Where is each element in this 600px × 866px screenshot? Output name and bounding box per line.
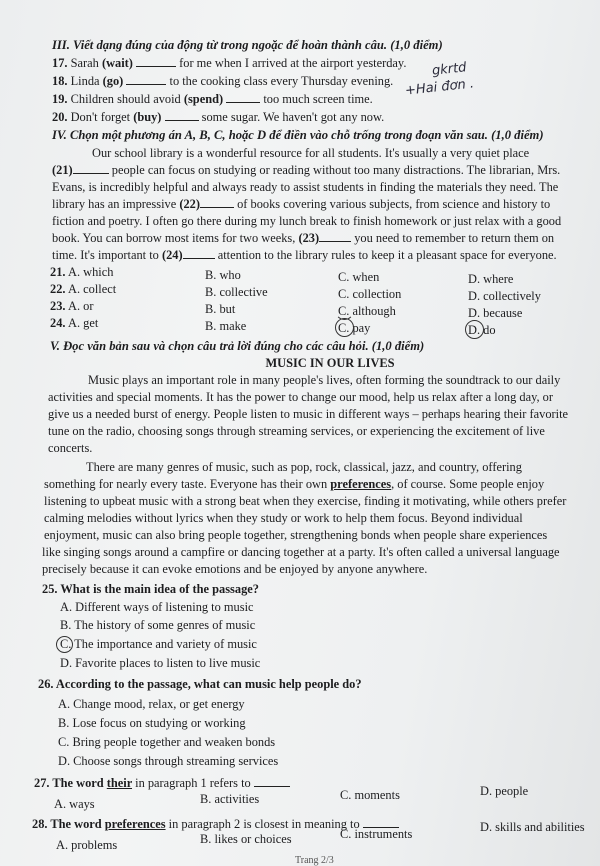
q27-c[interactable]: C. moments — [340, 788, 400, 802]
passage4-line-5: fiction and poetry. I often go there during my lunch break to finish homework or just relax with a good — [52, 214, 562, 228]
para2-line-2a: something for nearly every taste. Everyone has their own — [44, 477, 328, 491]
para1-line-2: activities and special moments. It has the power to change our mood, help us relax after a long day, or — [48, 390, 553, 404]
q18-post: to the cooking class every Thursday evening. — [169, 74, 394, 88]
q27-stem — [34, 776, 290, 790]
q17-blank[interactable] — [136, 56, 176, 67]
gap-21-label: (21) — [52, 163, 73, 177]
para2-line-2b: , of course. Some people enjoy — [391, 477, 545, 491]
q20-blank[interactable] — [165, 110, 199, 121]
q20-post: some sugar. We haven't got any now. — [201, 110, 385, 124]
opt21-a[interactable]: A. which — [68, 265, 114, 279]
para1-line-1: Music plays an important role in many people's lives, often forming the soundtrack to our daily — [88, 373, 561, 387]
q27-blank[interactable] — [254, 776, 290, 787]
para1-line-5: concerts. — [48, 441, 93, 455]
opt21-b[interactable]: B. who — [205, 268, 241, 282]
passage4-line-6b: you need to remember to return them on — [354, 231, 555, 245]
question-19 — [52, 92, 373, 106]
para2-line-6: like singing songs around a campfire or dancing together at a party. It's often called a universal language — [42, 545, 560, 559]
para1-line-3: give us a needed burst of energy. People listen to music in different ways – perhaps hearing their favorite — [48, 407, 569, 421]
gap-22-label: (22) — [179, 197, 200, 211]
opt22-num: 22. — [50, 282, 66, 296]
section4-heading: IV. Chọn một phương án A, B, C, hoặc D để điền vào chỗ trống trong đoạn văn sau. (1,0 điểm) — [52, 128, 544, 142]
q28-a[interactable]: A. problems — [56, 838, 118, 852]
gap-21-blank[interactable] — [73, 163, 109, 174]
gap-23-label: (23) — [298, 231, 320, 245]
passage4-line-3: Evans, is incredibly helpful and always ready to assist students in finding the materials they need. The — [52, 180, 559, 194]
para2-line-3: listening to upbeat music with a strong beat when they exercise, finding it motivating, while others prefer — [44, 494, 567, 508]
opt23-c[interactable]: C. although — [338, 304, 396, 318]
passage4-line-1: Our school library is a wonderful resource for all students. It's usually a very quiet place — [92, 146, 530, 160]
q18-blank[interactable] — [126, 74, 166, 85]
handwritten-note-2: +Hai đơn . — [404, 76, 475, 99]
q17-post: for me when I arrived at the airport yesterday. — [179, 56, 407, 70]
question-20 — [52, 110, 384, 124]
opt22-c[interactable]: C. collection — [338, 287, 402, 301]
opt22-a[interactable]: A. collect — [68, 282, 117, 296]
opt24-d[interactable]: D. do — [468, 323, 496, 337]
q27-d[interactable]: D. people — [480, 784, 529, 798]
passage4-line-7a: time. It's important to — [52, 248, 159, 262]
section5-heading: V. Đọc văn bản sau và chọn câu trả lời đúng cho các câu hỏi. (1,0 điểm) — [50, 339, 425, 353]
opt24-c[interactable]: C. pay — [338, 321, 371, 335]
opt22-b[interactable]: B. collective — [205, 285, 268, 299]
q28-d[interactable]: D. skills and abilities — [480, 820, 585, 834]
q25-stem: 25. What is the main idea of the passage? — [42, 582, 259, 596]
passage4-line-2-text: people can focus on studying or reading without too many distractions. The librarian, Mrs. — [111, 163, 561, 177]
passage4-line-7 — [52, 248, 557, 262]
q18-pre: Linda — [70, 74, 100, 88]
q27-a[interactable]: A. ways — [54, 797, 95, 811]
q25-c[interactable]: C. The importance and variety of music — [60, 637, 257, 651]
answer-circle-25c — [56, 636, 73, 653]
passage4-line-4b: of books covering various subjects, from science and history to — [237, 197, 551, 211]
opt22-d[interactable]: D. collectively — [468, 289, 541, 303]
opt23-a[interactable]: A. or — [68, 299, 94, 313]
q25-b[interactable]: B. The history of some genres of music — [60, 618, 256, 632]
gap-24-label: (24) — [161, 248, 183, 262]
q20-num: 20. — [52, 110, 68, 124]
passage-title: MUSIC IN OUR LIVES — [265, 356, 395, 370]
q19-blank[interactable] — [226, 92, 260, 103]
opt24-b[interactable]: B. make — [205, 319, 247, 333]
answer-mark-23c — [335, 301, 354, 320]
page-footer: Trang 2/3 — [295, 855, 334, 866]
para1-line-4: tune on the radio, choosing songs through streaming services, or experiencing the excitement of live — [48, 424, 545, 438]
para2-line-5: enjoyment, music can also bring people together, strengthening bonds when people share experiences — [44, 528, 548, 542]
q17-pre: Sarah — [70, 56, 99, 70]
answer-circle-24c — [335, 318, 354, 337]
q19-num: 19. — [52, 92, 68, 106]
q27-word: their — [106, 776, 133, 790]
opt24-num: 24. — [50, 316, 66, 330]
q27-b[interactable]: B. activities — [200, 792, 260, 806]
opt23-d[interactable]: D. because — [468, 306, 523, 320]
para2-line-1: There are many genres of music, such as pop, rock, classical, jazz, and country, offering — [86, 460, 522, 474]
q26-a[interactable]: A. Change mood, relax, or get energy — [58, 697, 245, 711]
q18-verb: (go) — [102, 74, 124, 88]
para2-line-4: calming melodies without lyrics when they study or work to help them focus. Beyond individual — [44, 511, 523, 525]
q26-b[interactable]: B. Lose focus on studying or working — [58, 716, 246, 730]
opt24-a[interactable]: A. get — [68, 316, 99, 330]
gap-22-blank[interactable] — [200, 197, 234, 208]
section3-heading: III. Viết dạng đúng của động từ trong ngoặc để hoàn thành câu. (1,0 điểm) — [52, 38, 443, 52]
passage4-line-4 — [52, 197, 550, 211]
para2-line-2 — [44, 477, 544, 491]
answer-circle-24d — [465, 320, 484, 339]
opt23-num: 23. — [50, 299, 66, 313]
opt21-d[interactable]: D. where — [468, 272, 514, 286]
word-preferences: preferences — [330, 477, 392, 491]
q26-c[interactable]: C. Bring people together and weaken bonds — [58, 735, 276, 749]
q17-verb: (wait) — [101, 56, 133, 70]
q18-num: 18. — [52, 74, 68, 88]
q20-pre: Don't forget — [70, 110, 131, 124]
q25-d[interactable]: D. Favorite places to listen to live music — [60, 656, 261, 670]
q28-b[interactable]: B. likes or choices — [200, 832, 292, 846]
passage4-line-6a: book. You can borrow most items for two weeks, — [52, 231, 296, 245]
q28-word: preferences — [104, 817, 166, 831]
question-17 — [52, 56, 406, 70]
q28-stem-pre: 28. The word — [32, 817, 102, 831]
passage4-line-4a: library has an impressive — [52, 197, 177, 211]
para2-line-7: precisely because it can evoke emotions and be enjoyed by anyone anywhere. — [42, 562, 428, 576]
question-18 — [52, 74, 393, 88]
q26-stem: 26. According to the passage, what can music help people do? — [38, 677, 362, 691]
gap-23-blank[interactable] — [319, 231, 351, 242]
opt21-num: 21. — [50, 265, 66, 279]
q19-verb: (spend) — [183, 92, 224, 106]
handwritten-note-1: gkrtd — [431, 60, 468, 79]
q28-stem-post: in paragraph 2 is closest in meaning to — [168, 817, 360, 831]
q19-pre: Children should avoid — [70, 92, 181, 106]
q17-num: 17. — [52, 56, 68, 70]
opt23-b[interactable]: B. but — [205, 302, 236, 316]
q19-post: too much screen time. — [263, 92, 373, 106]
opt21-c[interactable]: C. when — [338, 270, 380, 284]
q26-d[interactable]: D. Choose songs through streaming services — [58, 754, 279, 768]
q28-c[interactable]: C. instruments — [340, 827, 413, 841]
passage4-line-7b: attention to the library rules to keep it a pleasant space for everyone. — [217, 248, 557, 262]
q25-a[interactable]: A. Different ways of listening to music — [60, 600, 254, 614]
q27-stem-post: in paragraph 1 refers to — [135, 776, 251, 790]
passage4-line-6 — [52, 231, 554, 245]
q27-stem-pre: 27. The word — [34, 776, 104, 790]
q20-verb: (buy) — [133, 110, 162, 124]
passage4-line-2 — [52, 163, 560, 177]
gap-24-blank[interactable] — [183, 248, 215, 259]
